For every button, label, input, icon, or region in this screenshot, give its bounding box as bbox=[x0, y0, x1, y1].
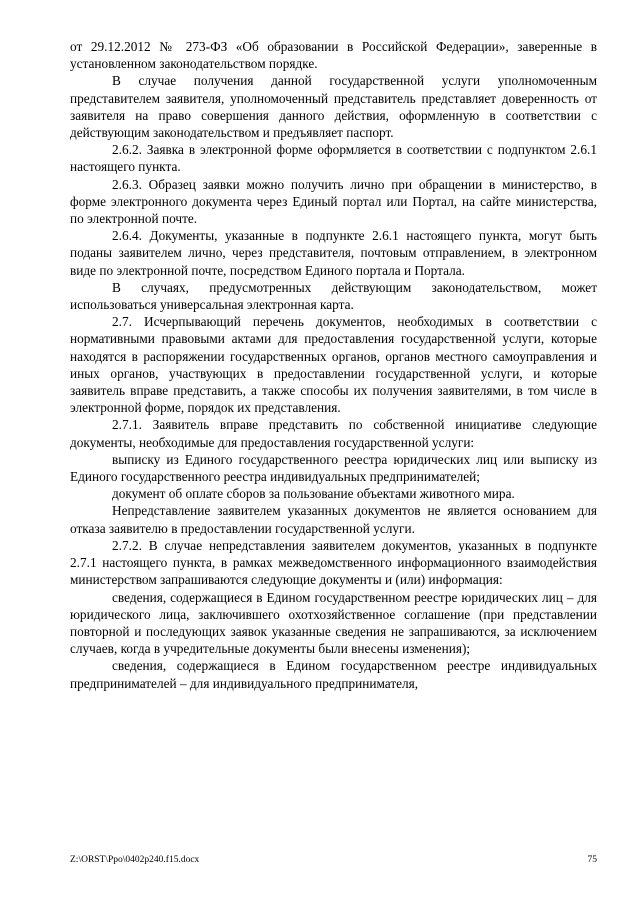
paragraph: 2.7. Исчерпывающий перечень документов, необходимых в соответствии с нормативными правовыми актами для предоставления государственной услуги, которые находятся в распоряжении государственных органов, органов местного самоуправления и иных органов, участвующих в предоставлении государственной услуги, и которые заявитель вправе представить, а также способы их получения заявителями, в том числе в электронной форме, порядок их представления. bbox=[70, 314, 597, 416]
paragraph: В случае получения данной государственной услуги уполномоченным представителем заявителя, уполномоченный представитель представляет доверенность от заявителя на право совершения данного действия, оформленную в соответствии с действующим законодательством и предъявляет паспорт. bbox=[70, 73, 597, 141]
paragraph: 2.6.2. Заявка в электронной форме оформляется в соответствии с подпунктом 2.6.1 настоящего пункта. bbox=[70, 142, 597, 175]
page-number: 75 bbox=[587, 855, 597, 865]
document-body bbox=[70, 38, 597, 692]
paragraph: сведения, содержащиеся в Едином государственном реестре индивидуальных предпринимателей – для индивидуального предпринимателя, bbox=[70, 658, 597, 691]
paragraph: сведения, содержащиеся в Едином государственном реестре юридических лиц – для юридического лица, заключившего охотхозяйственное соглашение (при представлении повторной и последующих заявок указанные сведения не запрашиваются, за исключением случаев, когда в учредительные документы были внесены изменения); bbox=[70, 589, 597, 657]
paragraph: В случаях, предусмотренных действующим законодательством, может использоваться универсальная электронная карта. bbox=[70, 279, 597, 313]
paragraph: 2.7.1. Заявитель вправе представить по собственной инициативе следующие документы, необходимые для предоставления государственной услуги: bbox=[70, 417, 597, 450]
paragraph: 2.7.2. В случае непредставления заявителем документов, указанных в подпункте 2.7.1 настоящего пункта, в рамках межведомственного информационного взаимодействия министерством запрашиваются следующие документы и (или) информация: bbox=[70, 537, 597, 588]
paragraph: от 29.12.2012 № 273-ФЗ «Об образовании в Российской Федерации», заверенные в установленном законодательством порядке. bbox=[70, 39, 597, 72]
page-footer bbox=[70, 852, 597, 868]
paragraph: Непредставление заявителем указанных документов не является основанием для отказа заявителю в предоставлении государственной услуги. bbox=[70, 503, 597, 536]
paragraph: 2.6.3. Образец заявки можно получить лично при обращении в министерство, в форме электронного документа через Единый портал или Портал, на сайте министерства, по электронной почте. bbox=[70, 176, 597, 227]
paragraph: 2.6.4. Документы, указанные в подпункте 2.6.1 настоящего пункта, могут быть поданы заявителем лично, через представителя, почтовым отправлением, в электронном виде по электронной почте, посредством Единого портала и Портала. bbox=[70, 228, 597, 278]
paragraph: выписку из Единого государственного реестра юридических лиц или выписку из Единого государственного реестра индивидуальных предпринимателей; bbox=[70, 451, 597, 485]
paragraph: документ об оплате сборов за пользование объектами животного мира. bbox=[112, 486, 515, 502]
file-path: Z:\ORST\Ppo\0402p240.f15.docx bbox=[70, 855, 200, 865]
